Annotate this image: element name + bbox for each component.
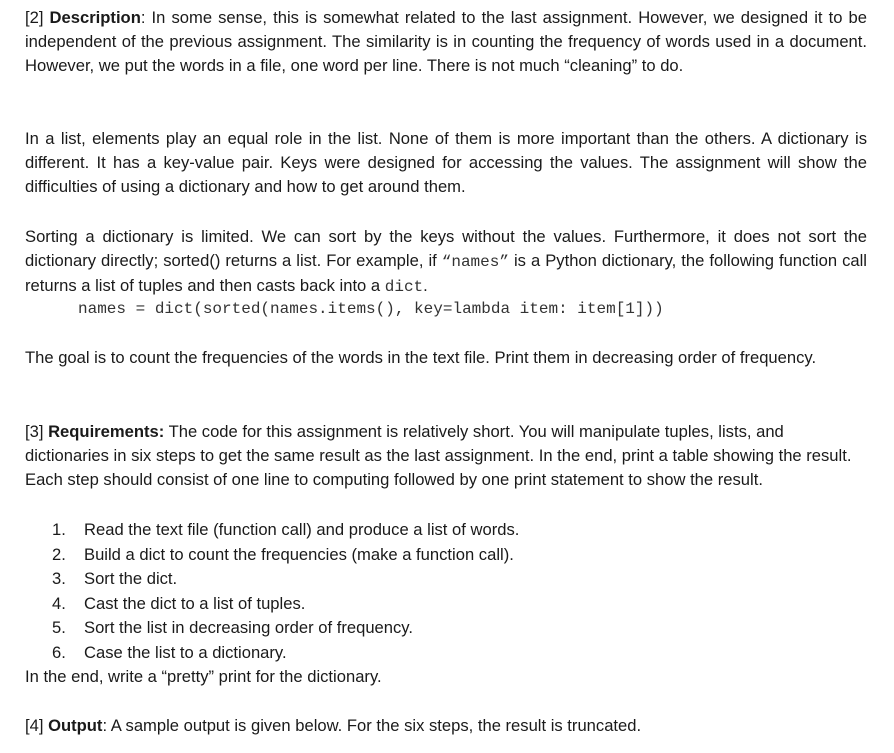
output-text: : A sample output is given below. For the six steps, the result is truncated. (102, 716, 642, 735)
step-number: 4. (52, 593, 66, 613)
step-number: 3. (52, 569, 66, 589)
step-number: 1. (52, 520, 66, 539)
step-number: 2. (52, 544, 66, 564)
steps-list (52, 518, 519, 666)
step-text: Case the list to a dictionary. (84, 642, 287, 662)
step-text: Sort the list in decreasing order of frequency. (84, 618, 413, 638)
description-text: : In some sense, this is somewhat related to the last assignment. However, we designed it to be independent of the previous assignment. The similarity is in counting the frequency of words used in a document. However, we put the words in a file, one word per line. There is not much “cleaning” to do. (25, 8, 867, 75)
output-label: Output (48, 716, 103, 735)
description-number: [2] (25, 8, 44, 27)
step-text: Cast the dict to a list of tuples. (84, 593, 306, 613)
list-item (52, 641, 519, 666)
step-number: 6. (52, 642, 66, 662)
description-label: Description (49, 8, 141, 27)
step-number: 5. (52, 618, 66, 638)
step-text: Build a dict to count the frequencies (make a function call). (84, 544, 514, 564)
requirements-label: Requirements: (48, 422, 165, 441)
code-example: names = dict(sorted(names.items(), key=lambda item: item[1])) (78, 300, 664, 318)
output-paragraph (25, 714, 641, 738)
step-text: Read the text file (function call) and produce a list of words. (84, 520, 520, 539)
sorting-text-3: . (423, 276, 428, 295)
description-paragraph (25, 6, 867, 78)
list-item (52, 567, 519, 592)
list-item (52, 616, 519, 641)
requirements-text: The code for this assignment is relatively short. You will manipulate tuples, lists, and dictionaries in six steps to get the same result as the last assignment. In the end, print a table showing the result. Each step should consist of one line to computing followed by one print statement to show the result. (25, 422, 852, 489)
list-item (52, 543, 519, 568)
list-item (52, 518, 519, 543)
sorting-paragraph (25, 225, 867, 299)
output-number: [4] (25, 716, 44, 735)
requirements-number: [3] (25, 422, 44, 441)
sorting-text-1: Sorting a dictionary is limited. We can sort by the keys without the values. Furthermore, it does not sort the dictionary directly; sorted() returns a list. For example, if (25, 227, 867, 270)
list-paragraph: In a list, elements play an equal role in the list. None of them is more important than the others. A dictionary is different. It has a key-value pair. Keys were designed for accessing the values. The assignment will show the difficulties of using a dictionary and how to get around them. (25, 129, 867, 196)
requirements-paragraph (25, 420, 867, 492)
pretty-print-line: In the end, write a “pretty” print for the dictionary. (25, 667, 382, 686)
list-item (52, 592, 519, 617)
step-text: Sort the dict. (84, 569, 178, 589)
sorting-text-2: is a Python dictionary, the following function call returns a list of tuples and then casts back into a (25, 251, 867, 295)
dict-code: dict (384, 278, 424, 296)
goal-paragraph: The goal is to count the frequencies of the words in the text file. Print them in decreasing order of frequency. (25, 348, 817, 367)
names-code: “names” (441, 253, 509, 271)
